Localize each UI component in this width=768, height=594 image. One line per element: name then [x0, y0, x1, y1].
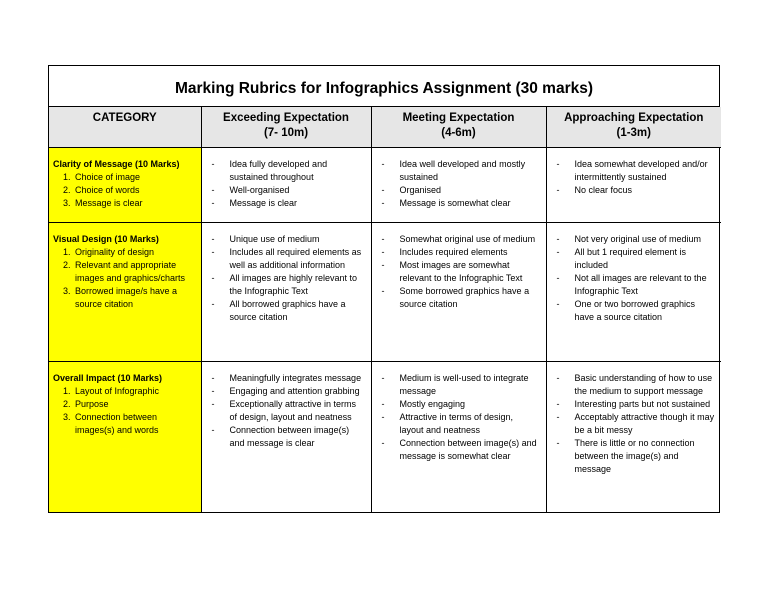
descriptor-item: - Not all images are relevant to the Infographic Text	[555, 272, 716, 298]
descriptor-item: - Most images are somewhat relevant to the Infographic Text	[380, 259, 540, 285]
descriptor-item: - Exceptionally attractive in terms of design, layout and neatness	[210, 398, 365, 424]
category-title: Visual Design (10 Marks)	[53, 233, 159, 244]
exceeding-cell	[201, 147, 371, 222]
criteria-item: 2. Relevant and appropriate images and graphics/charts	[73, 259, 197, 285]
descriptor-item: - Includes all required elements as well as additional information	[210, 246, 365, 272]
rubric-table	[49, 107, 721, 512]
approaching-cell	[546, 147, 721, 222]
descriptor-item: - Attractive in terms of design, layout and neatness	[380, 411, 540, 437]
table-row	[49, 222, 721, 361]
approaching-cell	[546, 222, 721, 361]
criteria-item: 2. Choice of words	[73, 184, 197, 197]
descriptor-item: - Idea well developed and mostly sustained	[380, 158, 540, 184]
category-title: Clarity of Message (10 Marks)	[53, 158, 180, 169]
criteria-item: 3. Connection between images(s) and words	[73, 411, 197, 437]
descriptor-item: - Basic understanding of how to use the medium to support message	[555, 372, 716, 398]
descriptor-item: - Message is somewhat clear	[380, 197, 540, 210]
descriptor-item: - Somewhat original use of medium	[380, 233, 540, 246]
descriptor-item: - All borrowed graphics have a source citation	[210, 298, 365, 324]
table-row	[49, 147, 721, 222]
descriptor-item: - One or two borrowed graphics have a source citation	[555, 298, 716, 324]
category-cell	[49, 147, 201, 222]
descriptor-item: - Medium is well-used to integrate message	[380, 372, 540, 398]
criteria-item: 2. Purpose	[73, 398, 197, 411]
table-row	[49, 361, 721, 512]
descriptor-item: - Acceptably attractive though it may be a bit messy	[555, 411, 716, 437]
criteria-list	[53, 246, 197, 311]
descriptor-item: - Some borrowed graphics have a source citation	[380, 285, 540, 311]
header-category: CATEGORY	[49, 107, 201, 147]
exceeding-cell	[201, 361, 371, 512]
descriptor-item: - All images are highly relevant to the Infographic Text	[210, 272, 365, 298]
exceeding-cell	[201, 222, 371, 361]
descriptor-item: - There is little or no connection between the image(s) and message	[555, 437, 716, 476]
descriptor-item: - Message is clear	[210, 197, 365, 210]
criteria-list	[53, 171, 197, 210]
rubric-title: Marking Rubrics for Infographics Assignment (30 marks)	[49, 66, 719, 107]
header-exceeding: Exceeding Expectation (7- 10m)	[201, 107, 371, 147]
meeting-cell	[371, 361, 546, 512]
header-approaching: Approaching Expectation (1-3m)	[546, 107, 721, 147]
criteria-list	[53, 385, 197, 437]
descriptor-item: - Meaningfully integrates message	[210, 372, 365, 385]
descriptor-item: - Engaging and attention grabbing	[210, 385, 365, 398]
category-cell	[49, 222, 201, 361]
criteria-item: 3. Message is clear	[73, 197, 197, 210]
descriptor-item: - Idea somewhat developed and/or intermittently sustained	[555, 158, 716, 184]
meeting-cell	[371, 222, 546, 361]
descriptor-item: - Connection between image(s) and message is clear	[210, 424, 365, 450]
descriptor-item: - Not very original use of medium	[555, 233, 716, 246]
criteria-item: 1. Layout of Infographic	[73, 385, 197, 398]
descriptor-item: - Idea fully developed and sustained throughout	[210, 158, 365, 184]
descriptor-item: - Includes required elements	[380, 246, 540, 259]
approaching-cell	[546, 361, 721, 512]
descriptor-item: - Interesting parts but not sustained	[555, 398, 716, 411]
category-cell	[49, 361, 201, 512]
rubric-document	[48, 65, 720, 513]
descriptor-item: - All but 1 required element is included	[555, 246, 716, 272]
descriptor-item: - Organised	[380, 184, 540, 197]
criteria-item: 1. Choice of image	[73, 171, 197, 184]
descriptor-item: - Unique use of medium	[210, 233, 365, 246]
category-title: Overall Impact (10 Marks)	[53, 372, 163, 383]
criteria-item: 3. Borrowed image/s have a source citation	[73, 285, 197, 311]
header-meeting: Meeting Expectation (4-6m)	[371, 107, 546, 147]
descriptor-item: - Connection between image(s) and message is somewhat clear	[380, 437, 540, 463]
descriptor-item: - Mostly engaging	[380, 398, 540, 411]
descriptor-item: - Well-organised	[210, 184, 365, 197]
criteria-item: 1. Originality of design	[73, 246, 197, 259]
meeting-cell	[371, 147, 546, 222]
descriptor-item: - No clear focus	[555, 184, 716, 197]
